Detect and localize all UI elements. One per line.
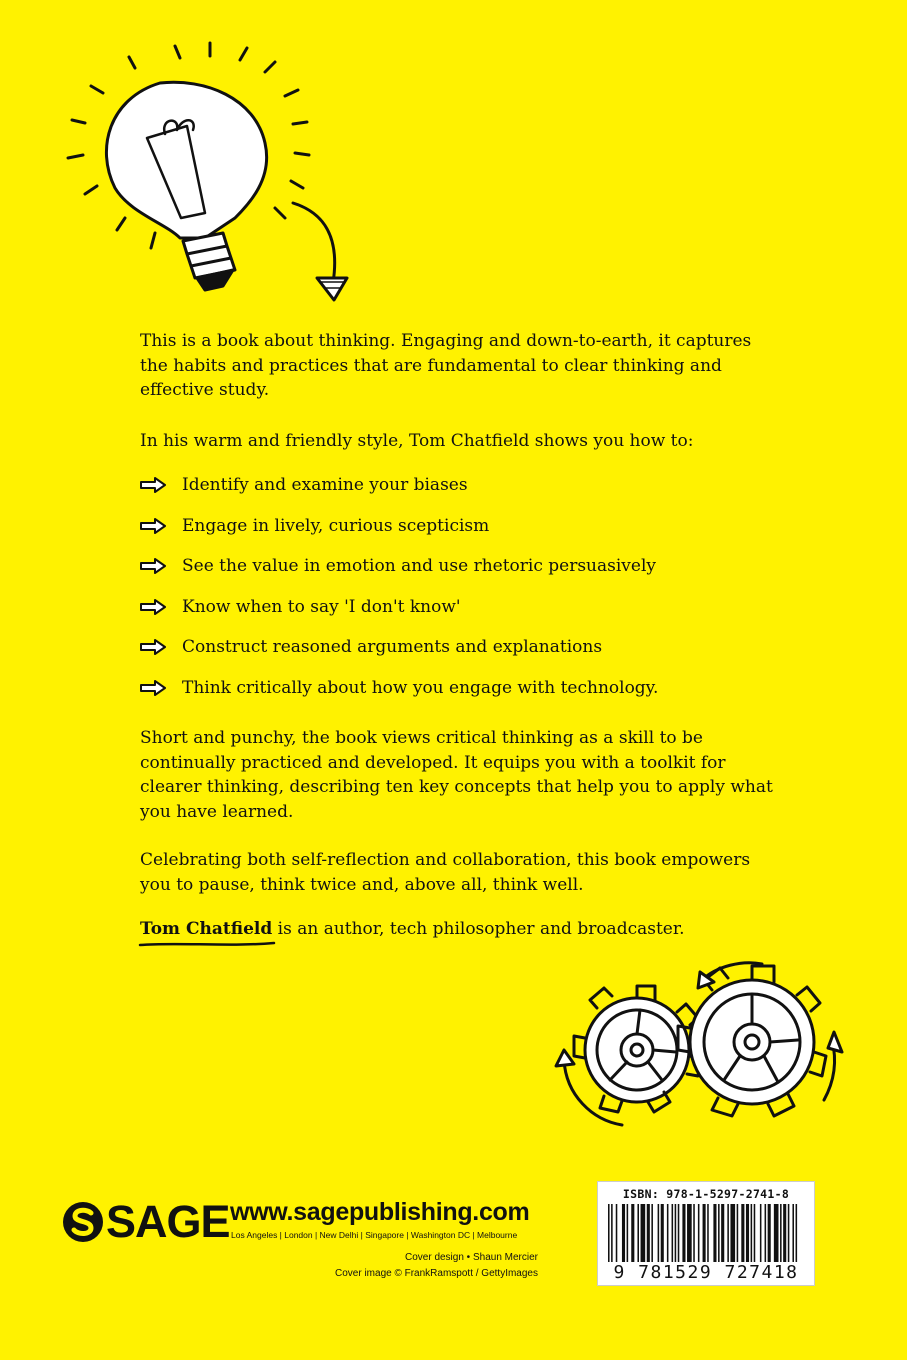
list-item bbox=[140, 587, 780, 628]
isbn-barcode bbox=[597, 1181, 815, 1286]
lightbulb-illustration bbox=[55, 38, 365, 328]
cover-image-credit: Cover image © FrankRamspott / GettyImages bbox=[335, 1268, 538, 1279]
hand-drawn-arrow-icon bbox=[140, 558, 182, 574]
list-item bbox=[140, 546, 780, 587]
list-item bbox=[140, 506, 780, 547]
barcode-digits: 9 781529 727418 bbox=[613, 1262, 799, 1283]
list-item bbox=[140, 465, 780, 506]
curved-arrow-icon bbox=[293, 203, 347, 300]
hand-drawn-arrow-icon bbox=[140, 599, 182, 615]
list-item-text: Think critically about how you engage with technology. bbox=[182, 677, 659, 698]
author-bio-text: is an author, tech philosopher and broadcaster. bbox=[272, 919, 685, 939]
lead-in-paragraph: In his warm and friendly style, Tom Chatfield shows you how to: bbox=[140, 430, 694, 451]
author-name bbox=[140, 919, 272, 939]
sage-logo bbox=[62, 1198, 230, 1246]
isbn-label: ISBN: 978-1-5297-2741-8 bbox=[622, 1187, 790, 1201]
intro-paragraph: This is a book about thinking. Engaging and down-to-earth, it captures the habits and practices that are fundamental to clear thinking and effective study. bbox=[140, 331, 752, 400]
author-name-text: Tom Chatfield bbox=[140, 919, 273, 939]
list-item-text: Know when to say 'I don't know' bbox=[182, 596, 461, 617]
author-bio bbox=[140, 917, 780, 942]
list-item-text: See the value in emotion and use rhetoric persuasively bbox=[182, 556, 657, 576]
skills-list bbox=[140, 465, 780, 708]
author-underline bbox=[138, 939, 278, 949]
description-block bbox=[140, 329, 780, 942]
publisher-cities: Los Angeles | London | New Delhi | Singapore | Washington DC | Melbourne bbox=[231, 1230, 518, 1240]
sage-emblem-icon bbox=[62, 1201, 104, 1243]
hand-drawn-arrow-icon bbox=[140, 680, 182, 696]
list-item-text: Engage in lively, curious scepticism bbox=[182, 515, 490, 536]
list-item bbox=[140, 668, 780, 709]
list-item-text: Construct reasoned arguments and explanations bbox=[182, 637, 603, 657]
gears-icon bbox=[552, 960, 852, 1135]
hand-drawn-arrow-icon bbox=[140, 639, 182, 655]
hand-drawn-arrow-icon bbox=[140, 477, 182, 493]
summary-paragraph: Short and punchy, the book views critical thinking as a skill to be continually practiced and developed. It equips you with a toolkit for clearer thinking, describing ten key concepts that help you to apply what you have learned. bbox=[140, 728, 773, 822]
list-item bbox=[140, 627, 780, 668]
publisher-url: www.sagepublishing.com bbox=[230, 1198, 530, 1226]
sage-wordmark: SAGE bbox=[106, 1196, 230, 1247]
barcode-bars bbox=[606, 1204, 806, 1266]
hand-drawn-arrow-icon bbox=[140, 518, 182, 534]
cover-design-credit: Cover design • Shaun Mercier bbox=[404, 1252, 538, 1263]
closing-paragraph: Celebrating both self-reflection and collaboration, this book empowers you to pause, think twice and, above all, think well. bbox=[140, 850, 751, 895]
lightbulb-icon bbox=[68, 43, 309, 290]
list-item-text: Identify and examine your biases bbox=[182, 475, 468, 495]
